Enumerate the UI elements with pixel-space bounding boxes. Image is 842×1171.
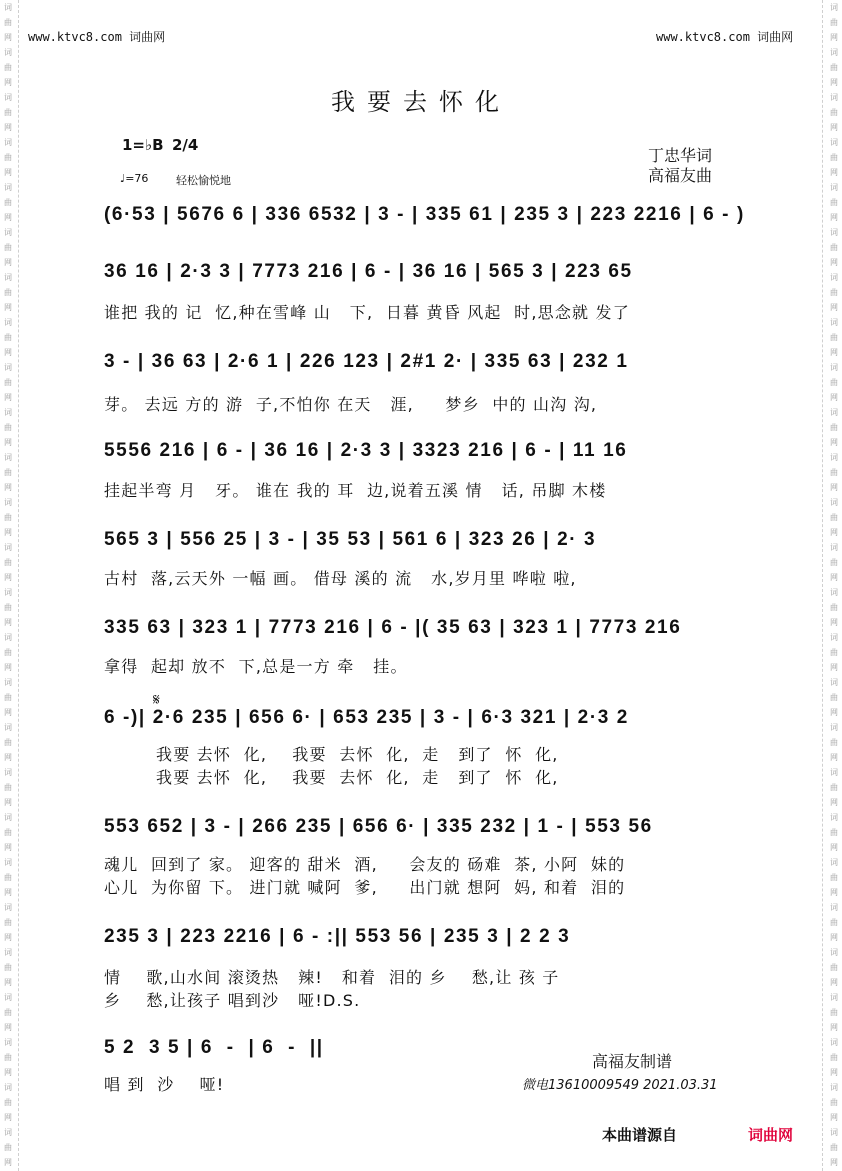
score-system-6: 335 63 | 323 1 | 7773 216 | 6 - |( 35 63 | 323 1 | 7773 216 bbox=[104, 617, 682, 638]
score-system-4: 5556 216 | 6 - | 36 16 | 2·3 3 | 3323 216 | 6 - | 11 16 bbox=[104, 440, 628, 461]
right-watermark-strip: 词曲网词曲网词曲网词曲网词曲网词曲网词曲网词曲网词曲网词曲网词曲网词曲网词曲网词曲网词曲网词曲网词曲网词曲网词曲网词曲网词曲网词曲网词曲网词曲网词曲网词曲网 bbox=[830, 3, 838, 1167]
lyric-line-8b: 心儿 为你留 下。 进门就 喊阿 爹, 出门就 想阿 妈, 和着 泪的 bbox=[104, 878, 626, 897]
key-signature: 1=♭B bbox=[122, 136, 164, 154]
lyric-line-4: 挂起半弯 月 牙。 谁在 我的 耳 边,说着五溪 情 话, 吊脚 木楼 bbox=[104, 481, 607, 500]
source-label: 本曲谱源自 bbox=[602, 1126, 678, 1144]
lyric-line-9b: 乡 愁,让孩子 唱到沙 哑!D.S. bbox=[104, 991, 361, 1010]
watermark-url-left: www.ktvc8.com 词曲网 bbox=[28, 30, 166, 44]
score-system-3: 3 - | 36 63 | 2·6 1 | 226 123 | 2#1 2· | 335 63 | 232 1 bbox=[104, 351, 629, 372]
song-title: 我要去怀化 bbox=[331, 88, 511, 116]
source-brand[interactable]: 词曲网 bbox=[748, 1126, 794, 1144]
watermark-url-right: www.ktvc8.com 词曲网 bbox=[656, 30, 794, 44]
score-system-9: 235 3 | 223 2216 | 6 - :|| 553 56 | 235 3 | 2 2 3 bbox=[104, 926, 571, 947]
tempo-marking: ♩=76 bbox=[120, 172, 149, 185]
lyricist-credit: 丁忠华词 bbox=[648, 146, 713, 165]
right-margin-line bbox=[822, 0, 823, 1171]
lyric-line-6: 拿得 起却 放不 下,总是一方 牵 挂。 bbox=[104, 657, 408, 676]
score-system-8: 553 652 | 3 - | 266 235 | 656 6· | 335 232 | 1 - | 553 56 bbox=[104, 816, 653, 837]
lyric-line-8a: 魂儿 回到了 家。 迎客的 甜米 酒, 会友的 砀难 茶, 小阿 妹的 bbox=[104, 855, 626, 874]
score-system-7: 6 -)| 2·6 235 | 656 6· | 653 235 | 3 - | 6·3 321 | 2·3 2 bbox=[104, 707, 629, 728]
expression-marking: 轻松愉悦地 bbox=[176, 174, 231, 187]
lyric-line-3: 芽。 去远 方的 游 子,不怕你 在天 涯, 梦乡 中的 山沟 沟, bbox=[104, 395, 598, 414]
composer-credit: 高福友曲 bbox=[648, 166, 713, 185]
left-margin-line bbox=[18, 0, 19, 1171]
lyric-line-10: 唱 到 沙 哑! bbox=[104, 1075, 225, 1094]
contact-and-date: 微电13610009549 2021.03.31 bbox=[522, 1078, 718, 1093]
transcriber-credit: 高福友制谱 bbox=[592, 1052, 673, 1071]
lyric-line-5: 古村 落,云天外 一幅 画。 借母 溪的 流 水,岁月里 哗啦 啦, bbox=[104, 569, 577, 588]
lyric-line-2: 谁把 我的 记 忆,种在雪峰 山 下, 日暮 黄昏 风起 时,思念就 发了 bbox=[104, 303, 630, 322]
score-system-10: 5 2 3 5 | 6 - | 6 - || bbox=[104, 1037, 324, 1058]
left-watermark-strip: 词曲网词曲网词曲网词曲网词曲网词曲网词曲网词曲网词曲网词曲网词曲网词曲网词曲网词曲网词曲网词曲网词曲网词曲网词曲网词曲网词曲网词曲网词曲网词曲网词曲网词曲网 bbox=[4, 3, 12, 1167]
segno-sign: 𝄋 bbox=[153, 690, 160, 709]
lyric-line-9a: 情 歌,山水间 滚烫热 辣! 和着 泪的 乡 愁,让 孩 子 bbox=[104, 968, 560, 987]
lyric-line-7b: 我要 去怀 化, 我要 去怀 化, 走 到了 怀 化, bbox=[156, 768, 559, 787]
score-system-2: 36 16 | 2·3 3 | 7773 216 | 6 - | 36 16 | 565 3 | 223 65 bbox=[104, 261, 633, 282]
score-system-5: 565 3 | 556 25 | 3 - | 35 53 | 561 6 | 323 26 | 2· 3 bbox=[104, 529, 597, 550]
lyric-line-7a: 我要 去怀 化, 我要 去怀 化, 走 到了 怀 化, bbox=[156, 745, 559, 764]
time-signature: 2/4 bbox=[172, 136, 199, 154]
score-system-1: (6·53 | 5676 6 | 336 6532 | 3 - | 335 61 | 235 3 | 223 2216 | 6 - ) bbox=[104, 204, 745, 225]
